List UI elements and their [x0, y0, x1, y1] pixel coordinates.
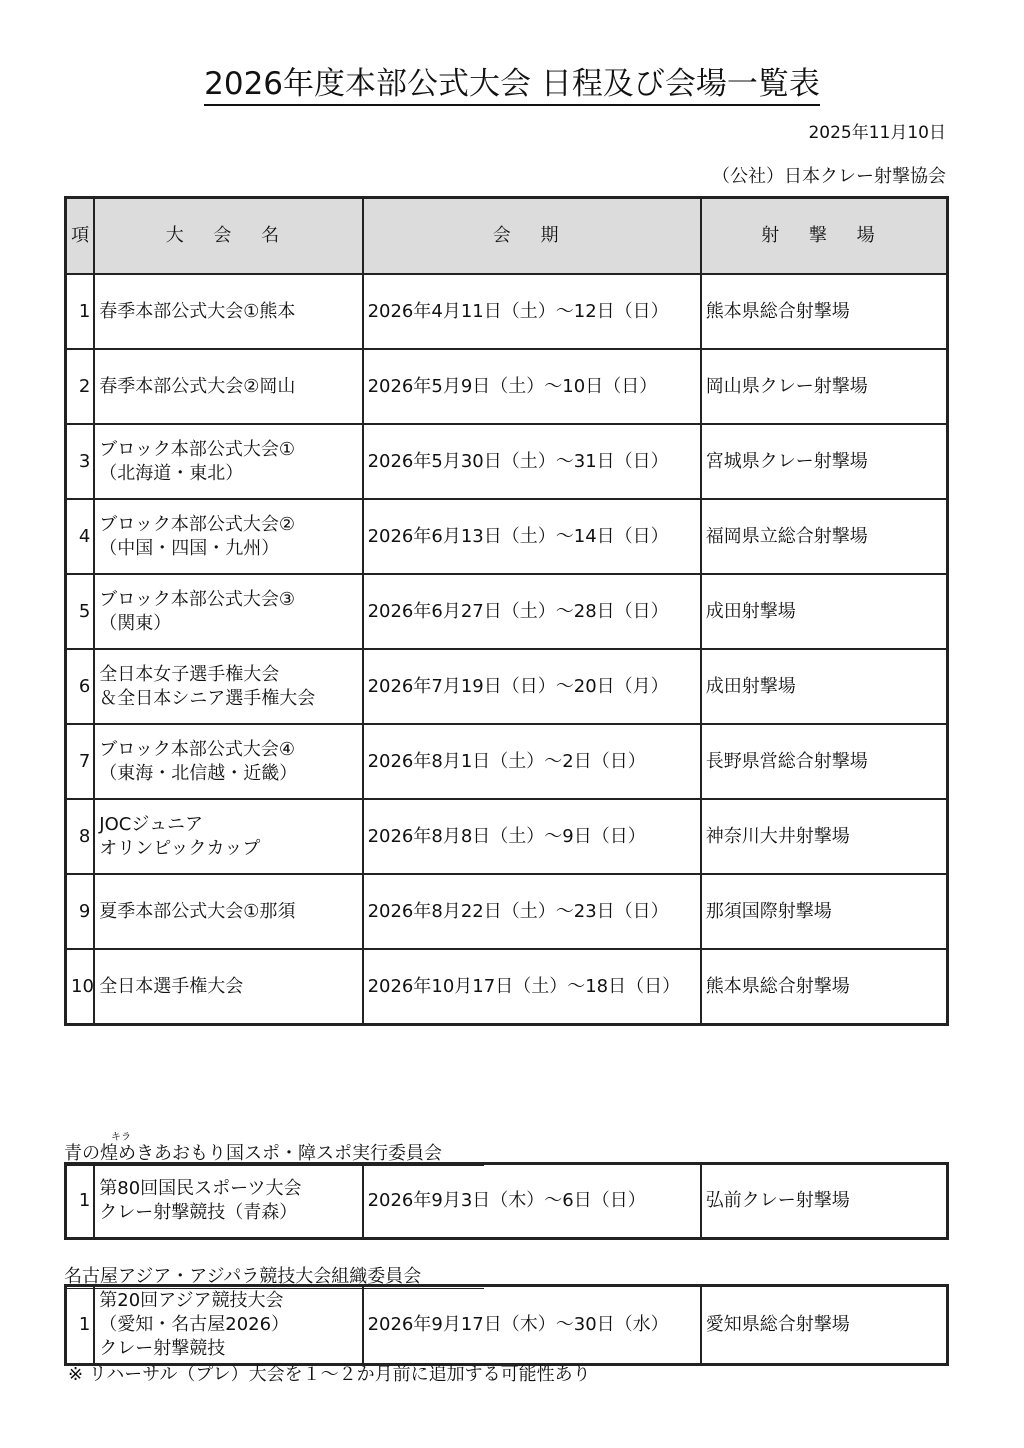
event-name: [94, 949, 362, 1025]
table-row: [66, 1286, 948, 1365]
event-venue: 熊本県総合射撃場: [701, 949, 948, 1025]
event-period: 2026年10月17日（土）～18日（日）: [363, 949, 701, 1025]
event-venue: 長野県営総合射撃場: [701, 724, 948, 799]
row-number: 1: [66, 274, 95, 349]
event-venue: 熊本県総合射撃場: [701, 274, 948, 349]
table-row: [66, 574, 948, 649]
row-number: 9: [66, 874, 95, 949]
schedule-table: [64, 196, 949, 1026]
event-venue: 神奈川大井射撃場: [701, 799, 948, 874]
event-name-line: （愛知・名古屋2026）: [99, 1314, 290, 1335]
event-name: [94, 799, 362, 874]
row-number: 1: [66, 1164, 95, 1239]
event-venue: 福岡県立総合射撃場: [701, 499, 948, 574]
event-name-line: 春季本部公式大会②岡山: [99, 375, 296, 397]
event-name-line: ＆全日本シニア選手権大会: [99, 687, 316, 709]
event-venue: 成田射撃場: [701, 574, 948, 649]
row-number: 1: [66, 1286, 95, 1365]
event-venue: 岡山県クレー射撃場: [701, 349, 948, 424]
event-venue: 愛知県総合射撃場: [701, 1286, 948, 1365]
event-period: 2026年8月1日（土）～2日（日）: [363, 724, 701, 799]
section-title-nagoya: 名古屋アジア・アジパラ競技大会組織委員会: [64, 1262, 484, 1289]
event-name-line: クレー射撃競技: [99, 1338, 226, 1359]
event-name: [94, 874, 362, 949]
event-venue: 宮城県クレー射撃場: [701, 424, 948, 499]
event-period: 2026年7月19日（日）～20日（月）: [363, 649, 701, 724]
event-venue: 成田射撃場: [701, 649, 948, 724]
event-period: 2026年8月8日（土）～9日（日）: [363, 799, 701, 874]
table-row: [66, 499, 948, 574]
table-row: [66, 424, 948, 499]
event-name-line: （関東）: [99, 612, 172, 634]
table-row: [66, 724, 948, 799]
event-period: 2026年6月13日（土）～14日（日）: [363, 499, 701, 574]
event-name-line: ブロック本部公式大会③: [99, 588, 296, 610]
event-venue: 弘前クレー射撃場: [701, 1164, 948, 1239]
table-row: [66, 1164, 948, 1239]
event-name-line: 夏季本部公式大会①那須: [99, 900, 296, 922]
section-title-aomori: 青の煌めきあおもり国スポ・障スポ実行委員会: [64, 1139, 484, 1166]
nagoya-table: [64, 1284, 949, 1366]
document-date: 2025年11月10日: [808, 123, 946, 143]
table-row: [66, 649, 948, 724]
event-name: [94, 274, 362, 349]
header-period: 会 期: [363, 198, 701, 275]
table-row: [66, 799, 948, 874]
event-period: 2026年8月22日（土）～23日（日）: [363, 874, 701, 949]
event-name-line: ブロック本部公式大会②: [99, 513, 296, 535]
event-period: 2026年6月27日（土）～28日（日）: [363, 574, 701, 649]
page-title: 2026年度本部公式大会 日程及び会場一覧表: [0, 58, 1024, 103]
event-name-line: （北海道・東北）: [99, 462, 244, 484]
event-name-line: クレー射撃競技（青森）: [99, 1202, 298, 1223]
event-name: [94, 724, 362, 799]
header-name: 大 会 名: [94, 198, 362, 275]
event-name-line: オリンピックカップ: [99, 837, 261, 859]
row-number: 6: [66, 649, 95, 724]
row-number: 10: [66, 949, 95, 1025]
event-period: 2026年4月11日（土）～12日（日）: [363, 274, 701, 349]
event-name: [94, 499, 362, 574]
event-name-line: JOCジュニア: [99, 813, 203, 835]
event-name: [94, 649, 362, 724]
event-name-line: 第20回アジア競技大会: [99, 1290, 284, 1311]
footnote: ※ リハーサル（プレ）大会を１～２か月前に追加する可能性あり: [68, 1364, 591, 1385]
aomori-table: [64, 1162, 949, 1240]
table-row: [66, 949, 948, 1025]
organization-name: （公社）日本クレー射撃協会: [712, 166, 946, 187]
row-number: 3: [66, 424, 95, 499]
header-venue: 射 撃 場: [701, 198, 948, 275]
table-header-row: [66, 198, 948, 275]
event-period: 2026年5月30日（土）～31日（日）: [363, 424, 701, 499]
table-row: [66, 349, 948, 424]
row-number: 2: [66, 349, 95, 424]
row-number: 8: [66, 799, 95, 874]
event-name-line: （東海・北信越・近畿）: [99, 762, 298, 784]
event-name-line: ブロック本部公式大会④: [99, 738, 296, 760]
row-number: 5: [66, 574, 95, 649]
event-name-line: 全日本女子選手権大会: [99, 663, 280, 685]
table-row: [66, 874, 948, 949]
event-period: 2026年9月17日（木）～30日（水）: [363, 1286, 701, 1365]
event-name: [94, 349, 362, 424]
row-number: 4: [66, 499, 95, 574]
event-period: 2026年5月9日（土）～10日（日）: [363, 349, 701, 424]
event-name: [94, 1164, 362, 1239]
event-name-line: ブロック本部公式大会①: [99, 438, 296, 460]
ruby-annotation: キラ: [111, 1132, 131, 1143]
event-name-line: 春季本部公式大会①熊本: [99, 300, 296, 322]
event-name: [94, 424, 362, 499]
row-number: 7: [66, 724, 95, 799]
event-period: 2026年9月3日（木）～6日（日）: [363, 1164, 701, 1239]
event-name: [94, 1286, 362, 1365]
table-row: [66, 274, 948, 349]
event-name: [94, 574, 362, 649]
header-no: 項: [66, 198, 95, 275]
event-name-line: （中国・四国・九州）: [99, 537, 280, 559]
event-name-line: 全日本選手権大会: [99, 975, 244, 997]
event-name-line: 第80回国民スポーツ大会: [99, 1178, 302, 1199]
event-venue: 那須国際射撃場: [701, 874, 948, 949]
